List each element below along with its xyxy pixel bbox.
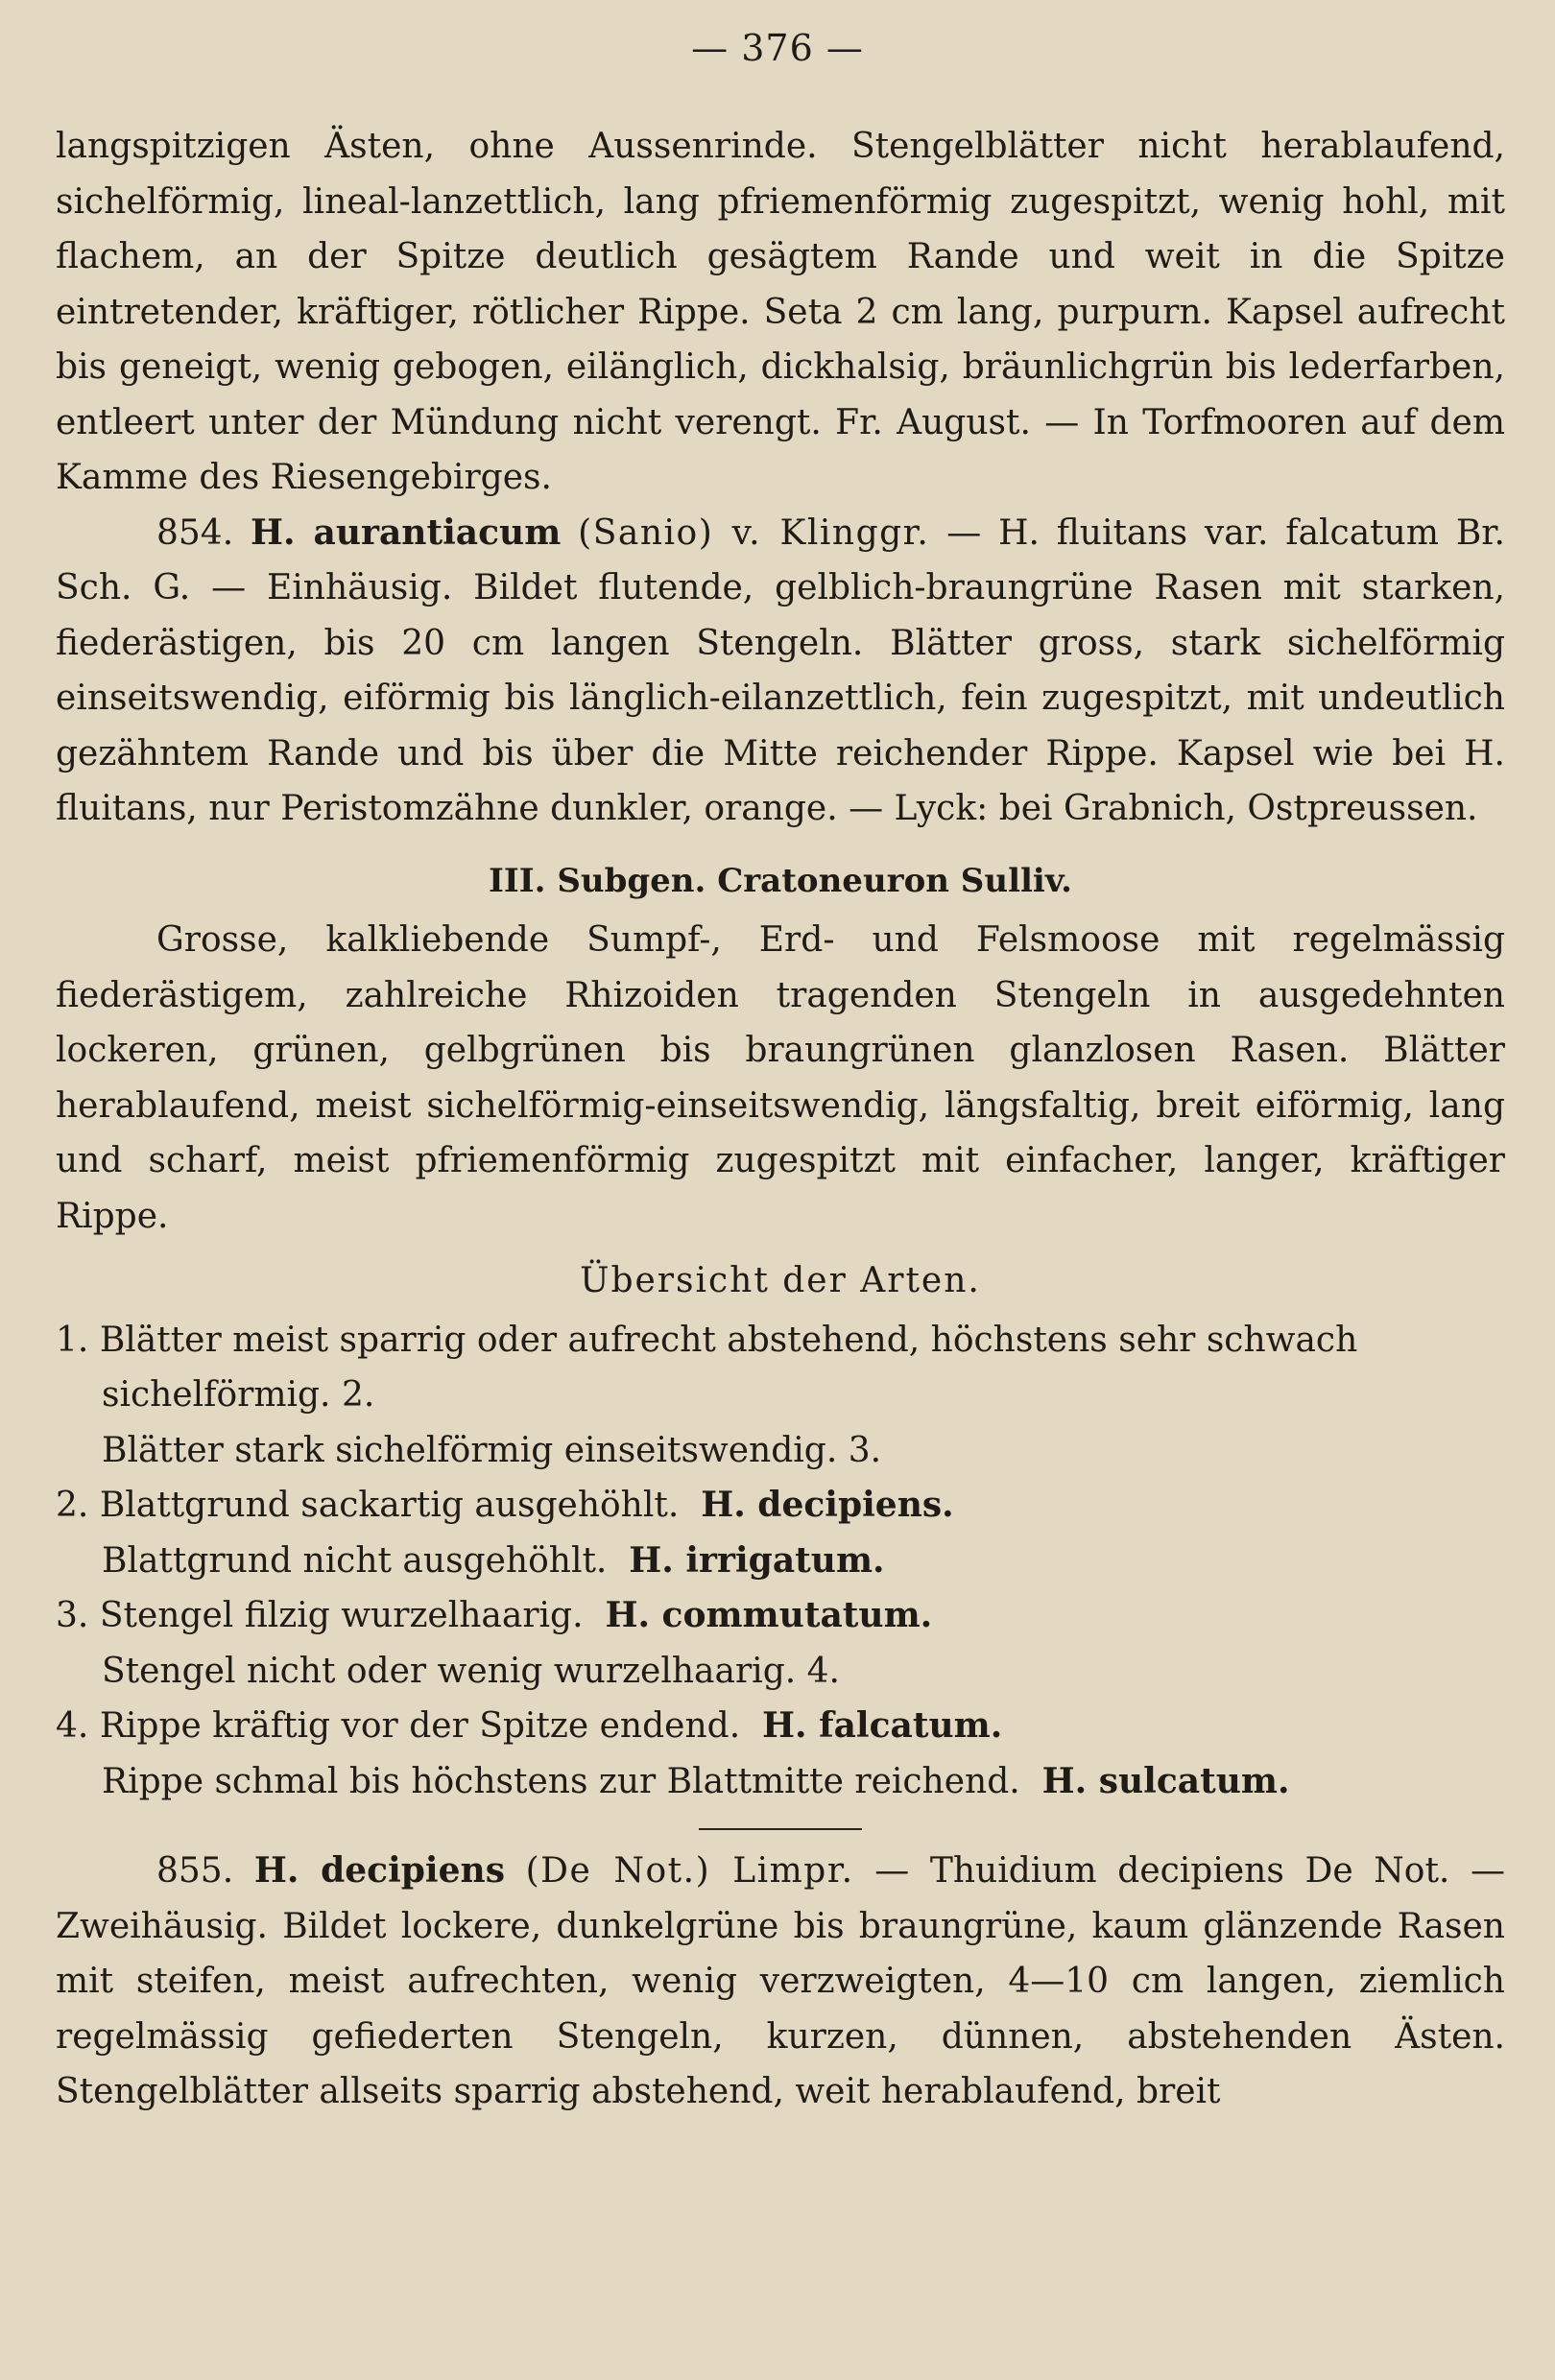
page-body — [56, 119, 1505, 2120]
species-number: 855. — [156, 1851, 234, 1891]
key-number: 3. — [56, 1596, 89, 1635]
key-number: 4. — [56, 1706, 89, 1746]
key-alt-text: Stengel nicht oder wenig wurzelhaarig. 4. — [102, 1651, 840, 1691]
key-species-name: H. commutatum. — [605, 1595, 933, 1635]
key-entry-3 — [56, 1588, 1505, 1644]
key-alt-text: Blätter stark sichelförmig einseitswendig. 3. — [102, 1430, 882, 1470]
key-alt-species-name: H. irrigatum. — [629, 1539, 885, 1581]
subgenus-description: Grosse, kalkliebende Sumpf-, Erd- und Felsmoose mit regelmässig fiederästigem, zahlreiche Rhizoiden tragenden Stengeln in ausgedehnten lockeren, grünen, gelbgrünen bis braungrünen glanzlosen Rasen. Blätter herablaufend, meist sichelförmig-einseitswendig, längsfaltig, breit eiförmig, lang und scharf, meist pfriemenförmig zugespitzt mit einfacher, langer, kräftiger Rippe. — [56, 920, 1505, 1236]
overview-heading: Übersicht der Arten. — [580, 1261, 981, 1300]
key-alt-3 — [56, 1644, 1505, 1700]
key-number: 1. — [56, 1320, 89, 1360]
key-alt-text: Blattgrund nicht ausgehöhlt. — [102, 1540, 608, 1581]
subgenus-heading: III. Subgen. Cratoneuron Sulliv. — [488, 861, 1073, 900]
species-name: H. decipiens — [253, 1850, 505, 1891]
species-author: (Sanio) v. Klinggr. — [578, 512, 930, 553]
key-entry-4 — [56, 1699, 1505, 1754]
paragraph-continuation: langspitzigen Ästen, ohne Aussenrinde. Stengelblätter nicht herablaufend, sichelförmig, lineal-lanzettlich, lang pfriemenförmig zugespitzt, wenig hohl, mit flachem, an der Spitze deutlich gesägtem Rande und weit in die Spitze eintretender, kräftiger, rötlicher Rippe. Seta 2 cm lang, purpurn. Kapsel aufrecht bis geneigt, wenig gebogen, eilänglich, dickhalsig, bräunlichgrün bis lederfarben, entleert unter der Mündung nicht verengt. Fr. August. — In Torfmooren auf dem Kamme des Riesengebirges. — [56, 127, 1505, 497]
key-text: Blätter meist sparrig oder aufrecht abstehend, höchstens sehr schwach sichelförmig. 2. — [99, 1320, 1358, 1415]
key-alt-1 — [56, 1423, 1505, 1479]
key-alt-4 — [56, 1754, 1505, 1810]
species-description: — H. fluitans var. falcatum Br. Sch. G. — Einhäusig. Bildet flutende, gelblich-braungrüne Rasen mit starken, fiederästigen, bis 20 cm langen Stengeln. Blätter gross, stark sichelförmig einseitswendig, eiförmig bis länglich-eilanzettlich, fein zugespitzt, mit undeutlich gezähntem Rande und bis über die Mitte reichender Rippe. Kapsel wie bei H. fluitans, nur Peristomzähne dunkler, orange. — Lyck: bei Grabnich, Ostpreussen. — [56, 512, 1505, 828]
key-alt-species-name: H. sulcatum. — [1041, 1760, 1290, 1801]
page-number: — 376 — — [691, 27, 864, 69]
species-key — [56, 1313, 1505, 1810]
species-855 — [56, 1844, 1505, 2120]
key-species-name: H. falcatum. — [762, 1705, 1003, 1746]
key-alt-text: Rippe schmal bis höchstens zur Blattmitte reichend. — [102, 1761, 1020, 1801]
key-text: Stengel filzig wurzelhaarig. — [99, 1596, 584, 1635]
species-author: (De Not.) Limpr. — [525, 1851, 854, 1891]
species-854 — [56, 506, 1505, 837]
section-divider — [699, 1828, 862, 1830]
key-species-name: H. decipiens. — [701, 1485, 954, 1525]
species-name: H. aurantiacum — [251, 512, 562, 553]
species-description: — Thuidium decipiens De Not. — Zweihäusig. Bildet lockere, dunkelgrüne bis braungrüne, kaum glänzende Rasen mit steifen, meist aufrechten, wenig verzweigten, 4—10 cm langen, ziemlich regelmässig gefiederten Stengeln, kurzen, dünnen, abstehenden Ästen. Stengelblätter allseits sparrig abstehend, weit herablaufend, breit — [56, 1851, 1506, 2111]
key-number: 2. — [56, 1486, 89, 1525]
key-alt-2 — [56, 1534, 1505, 1589]
species-number: 854. — [156, 512, 234, 553]
key-entry-1 — [56, 1313, 1505, 1423]
key-text: Rippe kräftig vor der Spitze endend. — [99, 1706, 741, 1746]
key-entry-2 — [56, 1478, 1505, 1534]
key-text: Blattgrund sackartig ausgehöhlt. — [99, 1486, 680, 1525]
